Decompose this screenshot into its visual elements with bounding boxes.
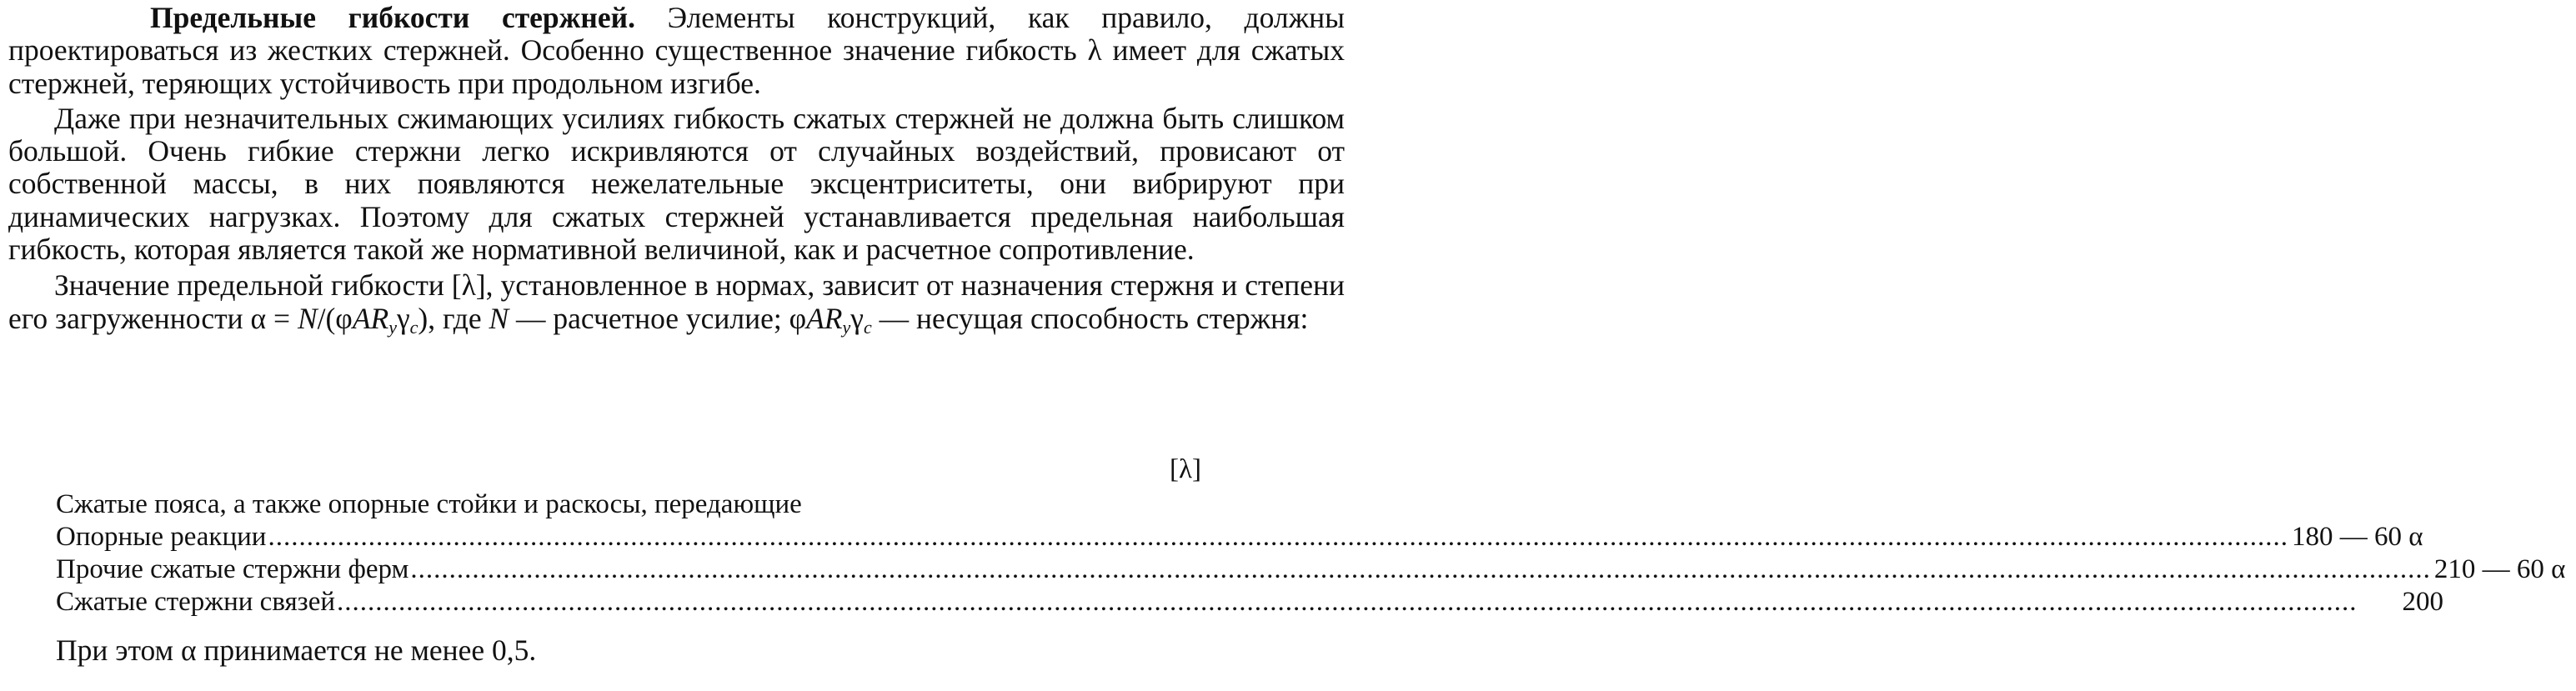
slenderness-table <box>56 454 2566 618</box>
table-row-value: 180 — 60 α <box>2291 522 2423 552</box>
leader-dots: ...................................................................................................................................................................................................................................................................... <box>337 587 2358 617</box>
section-heading: Предельные гибкости стержней. <box>150 1 635 34</box>
paragraph-1 <box>8 0 1345 100</box>
table-row-value: 210 — 60 α <box>2433 554 2566 584</box>
table-row <box>56 553 2566 586</box>
paragraph-1-text: Элементы конструкций, как правило, должны проектироваться из жестких стержней. Особенно существенное значение гибкость λ имеет для сжатых стержней, теряющих устойчивость при продольном изгибе. <box>8 1 1345 100</box>
table-row-label: Сжатые стержни связей <box>56 587 335 617</box>
table-row <box>56 521 2423 553</box>
leader-dots: ...................................................................................................................................................................................................................................................................... <box>410 554 2431 584</box>
footer-note: При этом α принимается не менее 0,5. <box>56 633 537 667</box>
paragraph-2: Даже при незначительных сжимающих усилиях гибкость сжатых стержней не должна быть слишком большой. Очень гибкие стержни легко искривляются от случайных воздействий, провисают от собственной массы, в них появляются нежелательные эксцентриситеты, они вибрируют при динамических нагрузках. Поэтому для сжатых стержней устанавливается предельная наибольшая гибкость, которая является такой же нормативной величиной, как и расчетное сопротивление. <box>8 101 1345 267</box>
table-row-caption: Сжатые пояса, а также опорные стойки и раскосы, передающие <box>56 489 802 519</box>
table-header-lambda: [λ] <box>1170 454 1201 484</box>
table-row <box>56 586 2443 618</box>
leader-dots: ...................................................................................................................................................................................................................................................................... <box>268 522 2288 552</box>
table-row-label: Прочие сжатые стержни ферм <box>56 554 409 584</box>
formula-N: N <box>297 301 318 335</box>
table-row-value: 200 <box>2402 587 2443 617</box>
table-row-label: Опорные реакции <box>56 522 267 552</box>
paragraph-3: Значение предельной гибкости [λ], установленное в нормах, зависит от назначения стержня и степени его загруженности $\alpha = N/(\varphi AR_y\gamma_c)$, где N — расчетное усилие; $\varphi AR_y\gamma_c$ — несущая способность стержня: <box>8 268 1345 338</box>
